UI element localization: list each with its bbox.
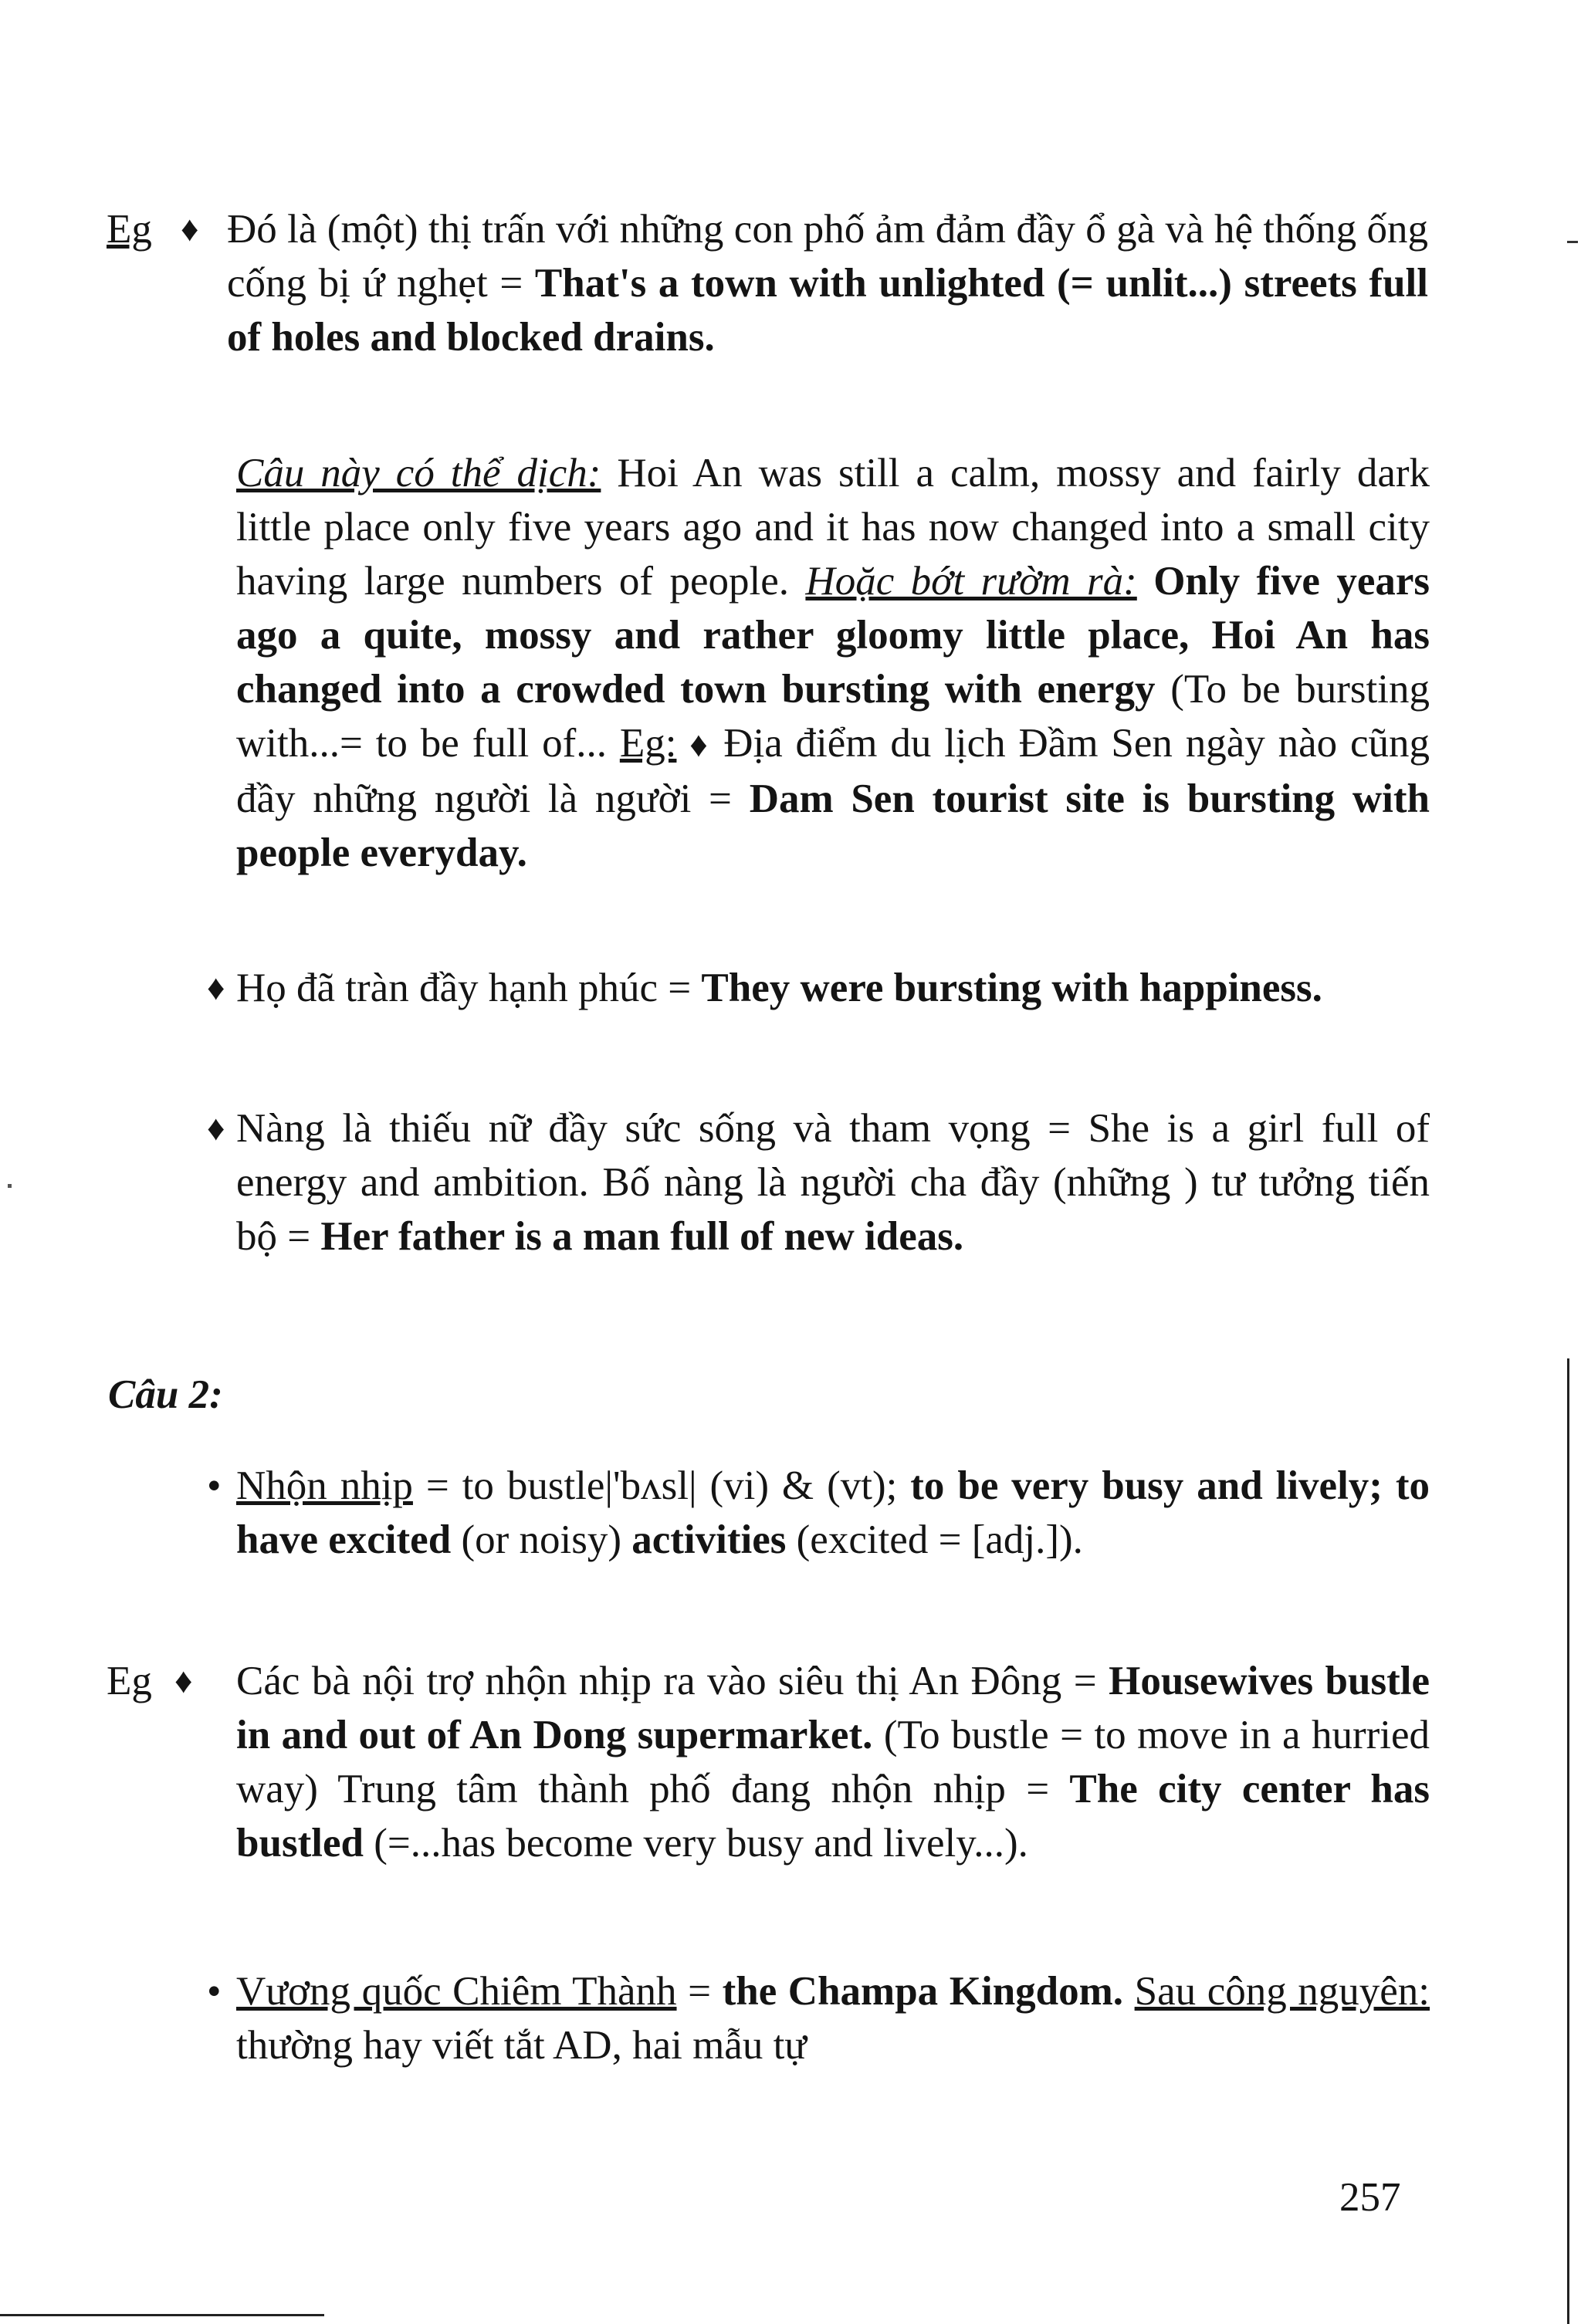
- example-1-text: [227, 202, 1428, 364]
- bullet-energy-vietnamese: Nàng là thiếu nữ đầy sức sống và tham vọng = She is a girl full of energy and ambition. Bố nàng là người cha đầy (những ) tư tưởng tiến bộ =: [236, 1106, 1430, 1259]
- bullet-energy-text: [236, 1101, 1430, 1263]
- definition-bustle-pronunciation: = to bustle|'bʌsl| (vi) & (vt);: [425, 1463, 898, 1508]
- scan-dash-mark: [1567, 241, 1578, 243]
- diamond-bullet-icon: ♦: [689, 725, 711, 764]
- bottom-rule: [0, 2314, 324, 2316]
- definition-bustle-meaning: to be very busy and lively;: [910, 1463, 1383, 1508]
- translation-paragraph: [236, 446, 1430, 880]
- bullet-happiness-text: [236, 961, 1430, 1015]
- bullet-happiness-english: They were bursting with happiness.: [701, 966, 1322, 1010]
- definition-champa-term: Vương quốc Chiêm Thành: [236, 1969, 677, 2014]
- translation-alt-bold: Only five years ago a quite, mossy and rather gloomy little place, Hoi An has changed into a crowded town bursting with energy: [236, 559, 1430, 712]
- diamond-bullet-icon: ♦: [207, 968, 225, 1007]
- example-1-vietnamese: Đó là (một) thị trấn với những con phố ảm đảm đầy ổ gà và hệ thống ống cống bị ứ nghẹt =: [227, 207, 1428, 306]
- example-2-english: Housewives bustle in and out of An Dong supermarket.: [236, 1659, 1430, 1757]
- example-2-text: [236, 1654, 1430, 1870]
- example-2-note: (To bustle = to move in a hurried way) Trung tâm thành phố đang nhộn nhịp =: [236, 1713, 1430, 1812]
- definition-champa-text: [236, 1964, 1430, 2072]
- example-2-note-2: (=...has become very busy and lively...).: [374, 1821, 1028, 1866]
- definition-bustle-meaning-2: to have excited: [236, 1463, 1430, 1562]
- diamond-bullet-icon: ♦: [174, 1661, 193, 1700]
- definition-bustle-meaning-3: activities: [631, 1517, 787, 1562]
- translation-intro-text: Hoi An was still a calm, mossy and fairly dark little place only five years ago and it has now changed into a small city having large numbers of people.: [236, 451, 1430, 604]
- translation-example-label: Eg:: [619, 721, 677, 766]
- page-number: 257: [1339, 2175, 1401, 2220]
- diamond-bullet-icon: ♦: [181, 209, 199, 249]
- page-edge-line: [1567, 1358, 1569, 2324]
- bullet-energy-english: Her father is a man full of new ideas.: [320, 1214, 964, 1259]
- scan-dot-mark: [8, 1184, 12, 1188]
- round-bullet-icon: •: [207, 1969, 222, 2014]
- translation-alt-label: Hoặc bớt rườm rà:: [805, 559, 1137, 604]
- definition-bustle-text: [236, 1459, 1430, 1567]
- definition-ad-text: thường hay viết tắt AD, hai mẫu tự: [236, 2023, 807, 2068]
- definition-champa-english: the Champa Kingdom.: [722, 1969, 1124, 2014]
- example-label: Eg: [107, 1659, 152, 1703]
- definition-ad-term: Sau công nguyên:: [1134, 1969, 1430, 2014]
- translation-alt-note: (To be bursting with...= to be full of...: [236, 667, 1430, 766]
- example-label: Eg: [107, 207, 152, 252]
- diamond-bullet-icon: ♦: [207, 1108, 225, 1148]
- example-1-english: That's a town with unlighted (= unlit...) streets full of holes and blocked drains.: [227, 261, 1428, 360]
- definition-bustle-term: Nhộn nhịp: [236, 1463, 413, 1508]
- translation-example-english: Dam Sen tourist site is bursting with people everyday.: [236, 776, 1430, 875]
- round-bullet-icon: •: [207, 1463, 222, 1508]
- example-2-vietnamese: Các bà nội trợ nhộn nhịp ra vào siêu thị An Đông =: [236, 1659, 1097, 1703]
- translation-intro-label: Câu này có thể dịch:: [236, 451, 601, 496]
- definition-champa-equals: =: [688, 1969, 711, 2014]
- definition-bustle-note-2: (excited = [adj.]).: [796, 1517, 1083, 1562]
- example-2-english-2: The city center has bustled: [236, 1767, 1430, 1866]
- definition-bustle-note: (or noisy): [461, 1517, 621, 1562]
- section-heading: Câu 2:: [108, 1372, 223, 1417]
- translation-example-vietnamese: Địa điểm du lịch Đầm Sen ngày nào cũng đầy những người là người =: [236, 721, 1430, 821]
- bullet-happiness-vietnamese: Họ đã tràn đầy hạnh phúc =: [236, 966, 692, 1010]
